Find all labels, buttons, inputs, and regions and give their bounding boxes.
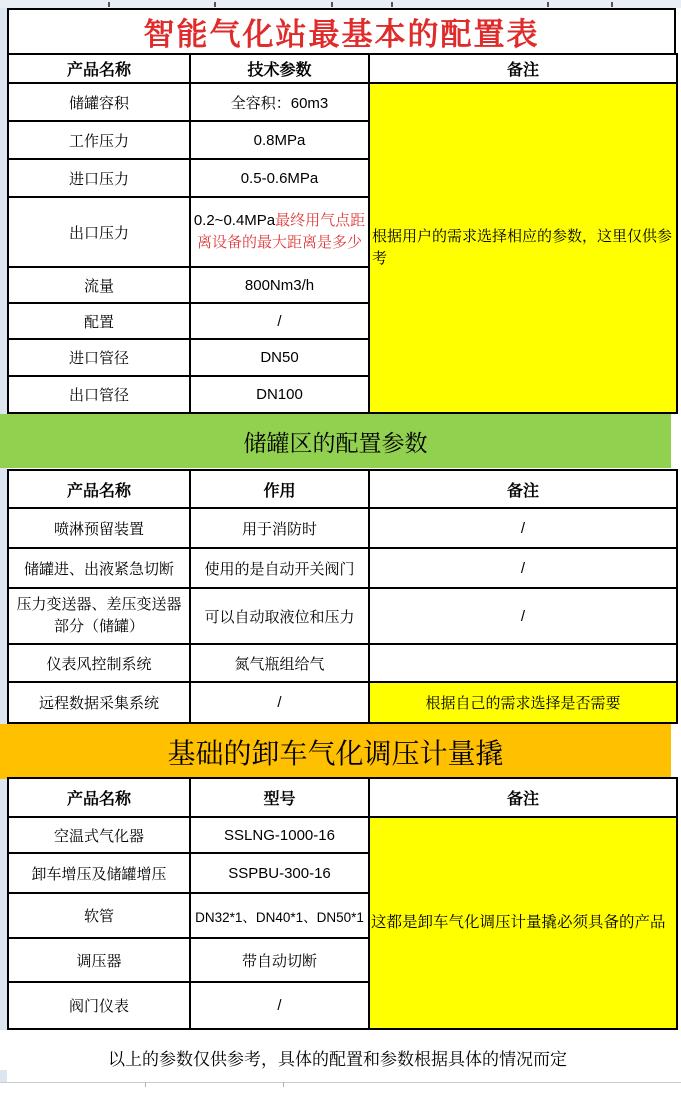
cell-product-name: 储罐容积 [8,83,190,121]
cell-remark-empty [369,644,677,682]
col-header-model: 型号 [190,778,369,817]
col-header-product-name: 产品名称 [8,54,190,83]
sheet-gridline-tick [145,1082,146,1087]
cell-tech-param: 800Nm3/h [190,267,369,303]
table-row [8,644,677,682]
cell-tech-param: 0.8MPa [190,121,369,159]
cell-product-name: 阀门仪表 [8,982,190,1029]
cell-remark: / [369,548,677,588]
merged-remark-note-yellow: 根据用户的需求选择相应的参数，这里仅供参考 [369,83,677,413]
cell-product-name: 配置 [8,303,190,339]
cell-model: SSLNG-1000-16 [190,817,369,853]
cropped-mark [108,2,110,7]
cell-product-name: 软管 [8,893,190,938]
cell-tech-param: DN50 [190,339,369,376]
cell-model: DN32*1、DN40*1、DN50*1 [190,893,369,938]
cell-function: 可以自动取液位和压力 [190,588,369,644]
cell-product-name: 喷淋预留装置 [8,508,190,548]
merged-remark-note-yellow: 这都是卸车气化调压计量撬必须具备的产品 [369,817,677,1029]
col-header-remark: 备注 [369,54,677,83]
table-unloading-skid-config [7,777,678,1030]
col-header-remark: 备注 [369,470,677,508]
outlet-pressure-value: 0.2~0.4MPa [193,211,276,229]
cell-tech-param: 0.5-0.6MPa [190,159,369,197]
col-header-remark: 备注 [369,778,677,817]
cropped-mark [214,2,216,7]
table-row [8,548,677,588]
cell-product-name: 远程数据采集系统 [8,682,190,723]
cell-product-name: 卸车增压及储罐增压 [8,853,190,893]
cell-tech-param: / [190,303,369,339]
cell-product-name: 出口压力 [8,197,190,267]
cell-remark-yellow: 根据自己的需求选择是否需要 [369,682,677,723]
cell-product-name: 流量 [8,267,190,303]
cell-product-name: 出口管径 [8,376,190,413]
col-header-function: 作用 [190,470,369,508]
table-row [8,588,677,644]
cell-model: SSPBU-300-16 [190,853,369,893]
cell-product-name: 工作压力 [8,121,190,159]
cell-product-name: 调压器 [8,938,190,982]
cell-model: 带自动切断 [190,938,369,982]
cropped-mark [547,2,549,7]
page-title: 智能气化站最基本的配置表 [7,8,676,55]
banner-unloading-skid-section: 基础的卸车气化调压计量撬 [0,724,671,779]
sheet-gridline [0,1082,681,1083]
cell-remark: / [369,508,677,548]
col-header-tech-param: 技术参数 [190,54,369,83]
table-row [8,83,677,121]
col-header-product-name: 产品名称 [8,778,190,817]
banner-storage-tank-section: 储罐区的配置参数 [0,414,671,468]
cell-product-name: 进口管径 [8,339,190,376]
outlet-pressure-red-note: 最终用气点距离设备的最大距离是多少 [196,211,366,251]
cell-function: 氮气瓶组给气 [190,644,369,682]
table-basic-config [7,53,678,414]
col-header-product-name: 产品名称 [8,470,190,508]
footer-disclaimer: 以上的参数仅供参考，具体的配置和参数根据具体的情况而定 [0,1030,675,1070]
table-row [8,682,677,723]
cell-model: / [190,982,369,1029]
cropped-mark [391,2,393,7]
cell-product-name: 储罐进、出液紧急切断 [8,548,190,588]
cell-function: 使用的是自动开关阀门 [190,548,369,588]
table-row [8,508,677,548]
cell-product-name: 进口压力 [8,159,190,197]
cell-product-name: 压力变送器、差压变送器部分（储罐） [8,588,190,644]
cell-remark: / [369,588,677,644]
cell-function: 用于消防时 [190,508,369,548]
cell-function: / [190,682,369,723]
cropped-mark [611,2,613,7]
cropped-mark [331,2,333,7]
cell-product-name: 仪表风控制系统 [8,644,190,682]
sheet-gridline-tick [283,1082,284,1087]
cell-tech-param-mixed [190,197,369,267]
cell-tech-param: 全容积：60m3 [190,83,369,121]
table-storage-tank-config [7,469,678,724]
cell-product-name: 空温式气化器 [8,817,190,853]
cell-tech-param: DN100 [190,376,369,413]
table-row [8,817,677,853]
cropped-row-above [0,0,681,8]
